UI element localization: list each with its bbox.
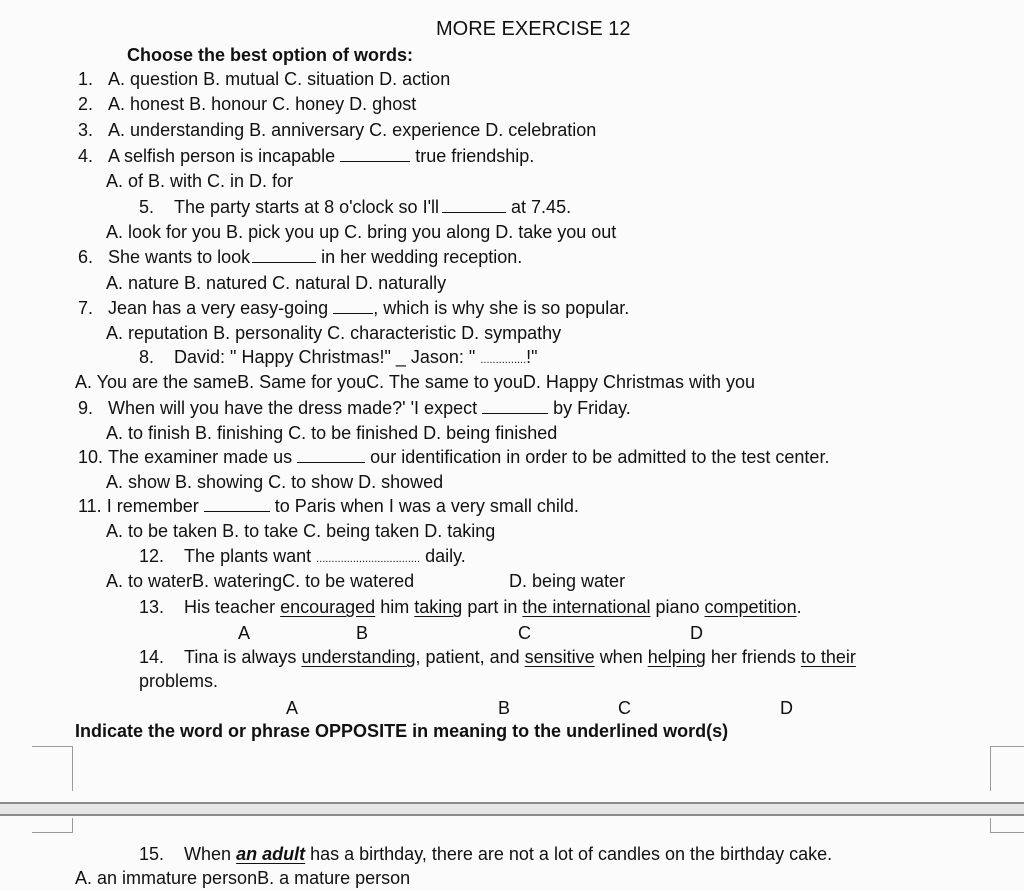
- label-c: C: [518, 623, 531, 643]
- label-d: D: [690, 623, 703, 643]
- question-text: When: [184, 844, 232, 864]
- question-11-options: A. to be taken B. to take C. being taken D. taking: [106, 521, 496, 541]
- question-text: A. understanding B. anniversary C. experience D. celebration: [108, 120, 597, 140]
- question-number: 5.: [139, 197, 155, 217]
- question-text-end: daily.: [425, 546, 466, 566]
- answer-blank: [333, 299, 373, 314]
- question-number: 2.: [78, 94, 94, 114]
- question-text-end: has a birthday, there are not a lot of candles on the birthday cake.: [310, 844, 833, 864]
- question-text: The examiner made us: [108, 447, 293, 467]
- question-12-options: A. to waterB. wateringC. to be watered: [106, 571, 415, 591]
- instruction-opposite: Indicate the word or phrase OPPOSITE in meaning to the underlined word(s): [75, 721, 729, 741]
- underlined-word: an adult: [236, 844, 306, 864]
- answer-blank: [297, 448, 365, 463]
- question-text-end: in her wedding reception.: [321, 247, 523, 267]
- underlined-word-a: encouraged: [280, 597, 376, 617]
- instruction-choose: Choose the best option of words:: [127, 45, 413, 65]
- question-9: [78, 397, 631, 419]
- question-text: She wants to look: [108, 247, 251, 267]
- label-d: D: [780, 698, 793, 718]
- question-number: 7.: [78, 298, 94, 318]
- question-14: [139, 646, 856, 668]
- question-12: [139, 545, 466, 570]
- question-text-end: at 7.45.: [511, 197, 572, 217]
- question-3: [78, 119, 596, 141]
- question-text: His teacher: [184, 597, 276, 617]
- question-text: David: " Happy Christmas!" _ Jason: ": [174, 347, 476, 367]
- answer-blank: [482, 399, 548, 414]
- question-text: part in: [467, 597, 518, 617]
- question-text: I remember: [106, 496, 199, 516]
- question-15: [139, 843, 832, 865]
- question-9-options: A. to finish B. finishing C. to be finished D. being finished: [106, 423, 558, 443]
- label-b: B: [356, 623, 369, 643]
- page-title: MORE EXERCISE 12: [436, 18, 631, 40]
- label-b: B: [498, 698, 511, 718]
- question-6: [78, 246, 522, 268]
- question-number: 14.: [139, 647, 165, 667]
- label-a: A: [286, 698, 299, 718]
- question-number: 11.: [78, 496, 102, 516]
- underlined-word-d: competition: [704, 597, 797, 617]
- question-text: When will you have the dress made?' 'I expect: [108, 398, 478, 418]
- question-text: .: [796, 597, 802, 617]
- question-text: A. honest B. honour C. honey D. ghost: [108, 94, 417, 114]
- question-4: [78, 145, 534, 167]
- question-number: 15.: [139, 844, 165, 864]
- question-text: , patient, and: [415, 647, 520, 667]
- question-text: The plants want: [184, 546, 312, 566]
- question-text-end: , which is why she is so popular.: [373, 298, 630, 318]
- question-5: [139, 196, 571, 218]
- question-4-options: A. of B. with C. in D. for: [106, 171, 294, 191]
- page-corner-left-top: [32, 746, 73, 791]
- answer-blank: [442, 198, 506, 213]
- question-15-options: A. an immature personB. a mature person: [75, 868, 411, 888]
- question-5-options: A. look for you B. pick you up C. bring you along D. take you out: [106, 222, 617, 242]
- question-text: piano: [655, 597, 700, 617]
- question-10-options: A. show B. showing C. to show D. showed: [106, 472, 444, 492]
- question-8: [139, 346, 538, 371]
- question-6-options: A. nature B. natured C. natural D. naturally: [106, 273, 447, 293]
- question-text: A. question B. mutual C. situation D. action: [108, 69, 451, 89]
- answer-dots: ...............: [480, 354, 527, 366]
- underlined-word-c: the international: [522, 597, 651, 617]
- underlined-word-a: understanding: [301, 647, 416, 667]
- question-2: [78, 93, 416, 115]
- question-text-end: true friendship.: [415, 146, 535, 166]
- underlined-word-d: to their: [800, 647, 856, 667]
- question-text: him: [380, 597, 410, 617]
- question-7-options: A. reputation B. personality C. characteristic D. sympathy: [106, 323, 562, 343]
- question-number: 13.: [139, 597, 165, 617]
- page-break-divider: [0, 802, 1024, 816]
- underlined-word-c: helping: [647, 647, 706, 667]
- page-corner-right-top: [990, 746, 1024, 791]
- page-corner-right-bottom: [990, 818, 1024, 833]
- question-14-line2: problems.: [139, 671, 219, 691]
- question-text: Jean has a very easy-going: [108, 298, 329, 318]
- question-12-option-d: D. being water: [509, 571, 626, 591]
- question-13: [139, 596, 802, 618]
- question-number: 12.: [139, 546, 165, 566]
- question-number: 3.: [78, 120, 94, 140]
- page-corner-left-bottom: [32, 818, 73, 833]
- answer-blank: [340, 147, 410, 162]
- label-a: A: [238, 623, 251, 643]
- answer-dots: ..................................: [316, 553, 421, 565]
- question-number: 10.: [78, 447, 104, 467]
- question-text: A selfish person is incapable: [108, 146, 336, 166]
- question-text: Tina is always: [184, 647, 297, 667]
- question-number: 6.: [78, 247, 94, 267]
- question-number: 9.: [78, 398, 94, 418]
- question-8-options: A. You are the sameB. Same for youC. The same to youD. Happy Christmas with you: [75, 372, 755, 392]
- question-number: 1.: [78, 69, 94, 89]
- underlined-word-b: sensitive: [524, 647, 595, 667]
- question-10: [78, 446, 829, 468]
- question-text-end: by Friday.: [553, 398, 631, 418]
- question-11: [78, 495, 579, 517]
- question-text-end: !": [526, 347, 538, 367]
- question-text-end: our identification in order to be admitted to the test center.: [370, 447, 830, 467]
- answer-blank: [204, 497, 270, 512]
- question-7: [78, 297, 629, 319]
- question-text: when: [599, 647, 643, 667]
- question-text-end: to Paris when I was a very small child.: [274, 496, 579, 516]
- label-c: C: [618, 698, 631, 718]
- question-text: her friends: [710, 647, 796, 667]
- question-number: 4.: [78, 146, 94, 166]
- underlined-word-b: taking: [414, 597, 463, 617]
- answer-blank: [252, 248, 316, 263]
- question-1: [78, 68, 450, 90]
- question-text: The party starts at 8 o'clock so I'll: [174, 197, 440, 217]
- question-number: 8.: [139, 347, 155, 367]
